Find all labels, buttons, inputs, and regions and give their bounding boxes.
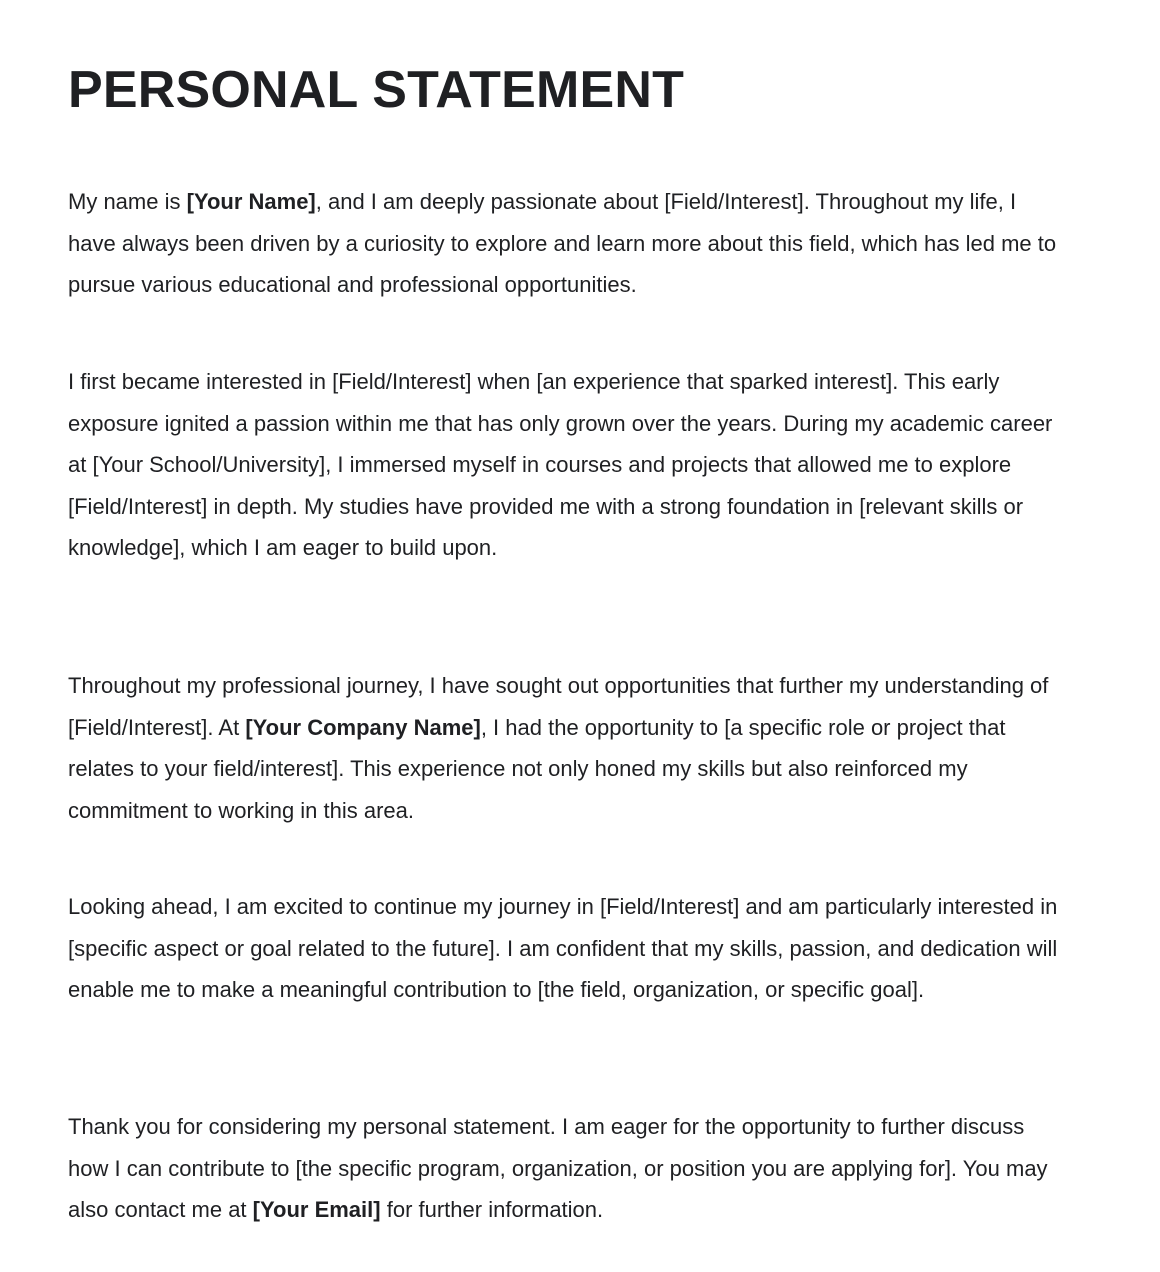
intro-text-end: , and I am deeply passionate about [Field/Interest]. Throughout my life, I have always been driven by a curiosity to explore and learn more about this field, which has led me to pursue various educational and professional opportunities. (68, 189, 1057, 298)
page-title: PERSONAL STATEMENT (68, 61, 685, 119)
paragraph-introduction (68, 181, 1068, 306)
paragraph-professional (68, 665, 1068, 831)
closing-text-end: for further information. (380, 1197, 604, 1223)
intro-text-start: My name is (68, 189, 187, 214)
professional-text-end: , I had the opportunity to [a specific role or project that relates to your field/interest]. This experience not only honed my skills but also reinforced my commitment to working in this area. (68, 714, 1006, 823)
company-name-placeholder: [Your Company Name] (245, 714, 481, 740)
paragraph-background (68, 361, 1068, 569)
your-name-placeholder: [Your Name] (186, 189, 316, 214)
background-text: I first became interested in [Field/Interest] when [an experience that sparked interest]. This early exposure ignited a passion within me that has only grown over the years. During my academic career at [Your School/University], I immersed myself in courses and projects that allowed me to explore [Field/Interest] in depth. My studies have provided me with a strong foundation in [relevant skills or knowledge], which I am eager to build upon. (68, 369, 1053, 561)
future-text: Looking ahead, I am excited to continue my journey in [Field/Interest] and am particularly interested in [specific aspect or goal related to the future]. I am confident that my skills, passion, and dedication will enable me to make a meaningful contribution to [the field, organization, or specific goal]. (68, 894, 1058, 1003)
email-placeholder: [Your Email] (252, 1197, 381, 1223)
paragraph-future (68, 886, 1068, 1011)
professional-text-start: Throughout my professional journey, I have sought out opportunities that further my understanding of [Field/Interest]. At (68, 673, 1049, 740)
closing-text-start: Thank you for considering my personal statement. I am eager for the opportunity to further discuss how I can contribute to [the specific program, organization, or position you are applying for]. You may also contact me at (68, 1114, 1048, 1223)
paragraph-closing (68, 1106, 1068, 1231)
